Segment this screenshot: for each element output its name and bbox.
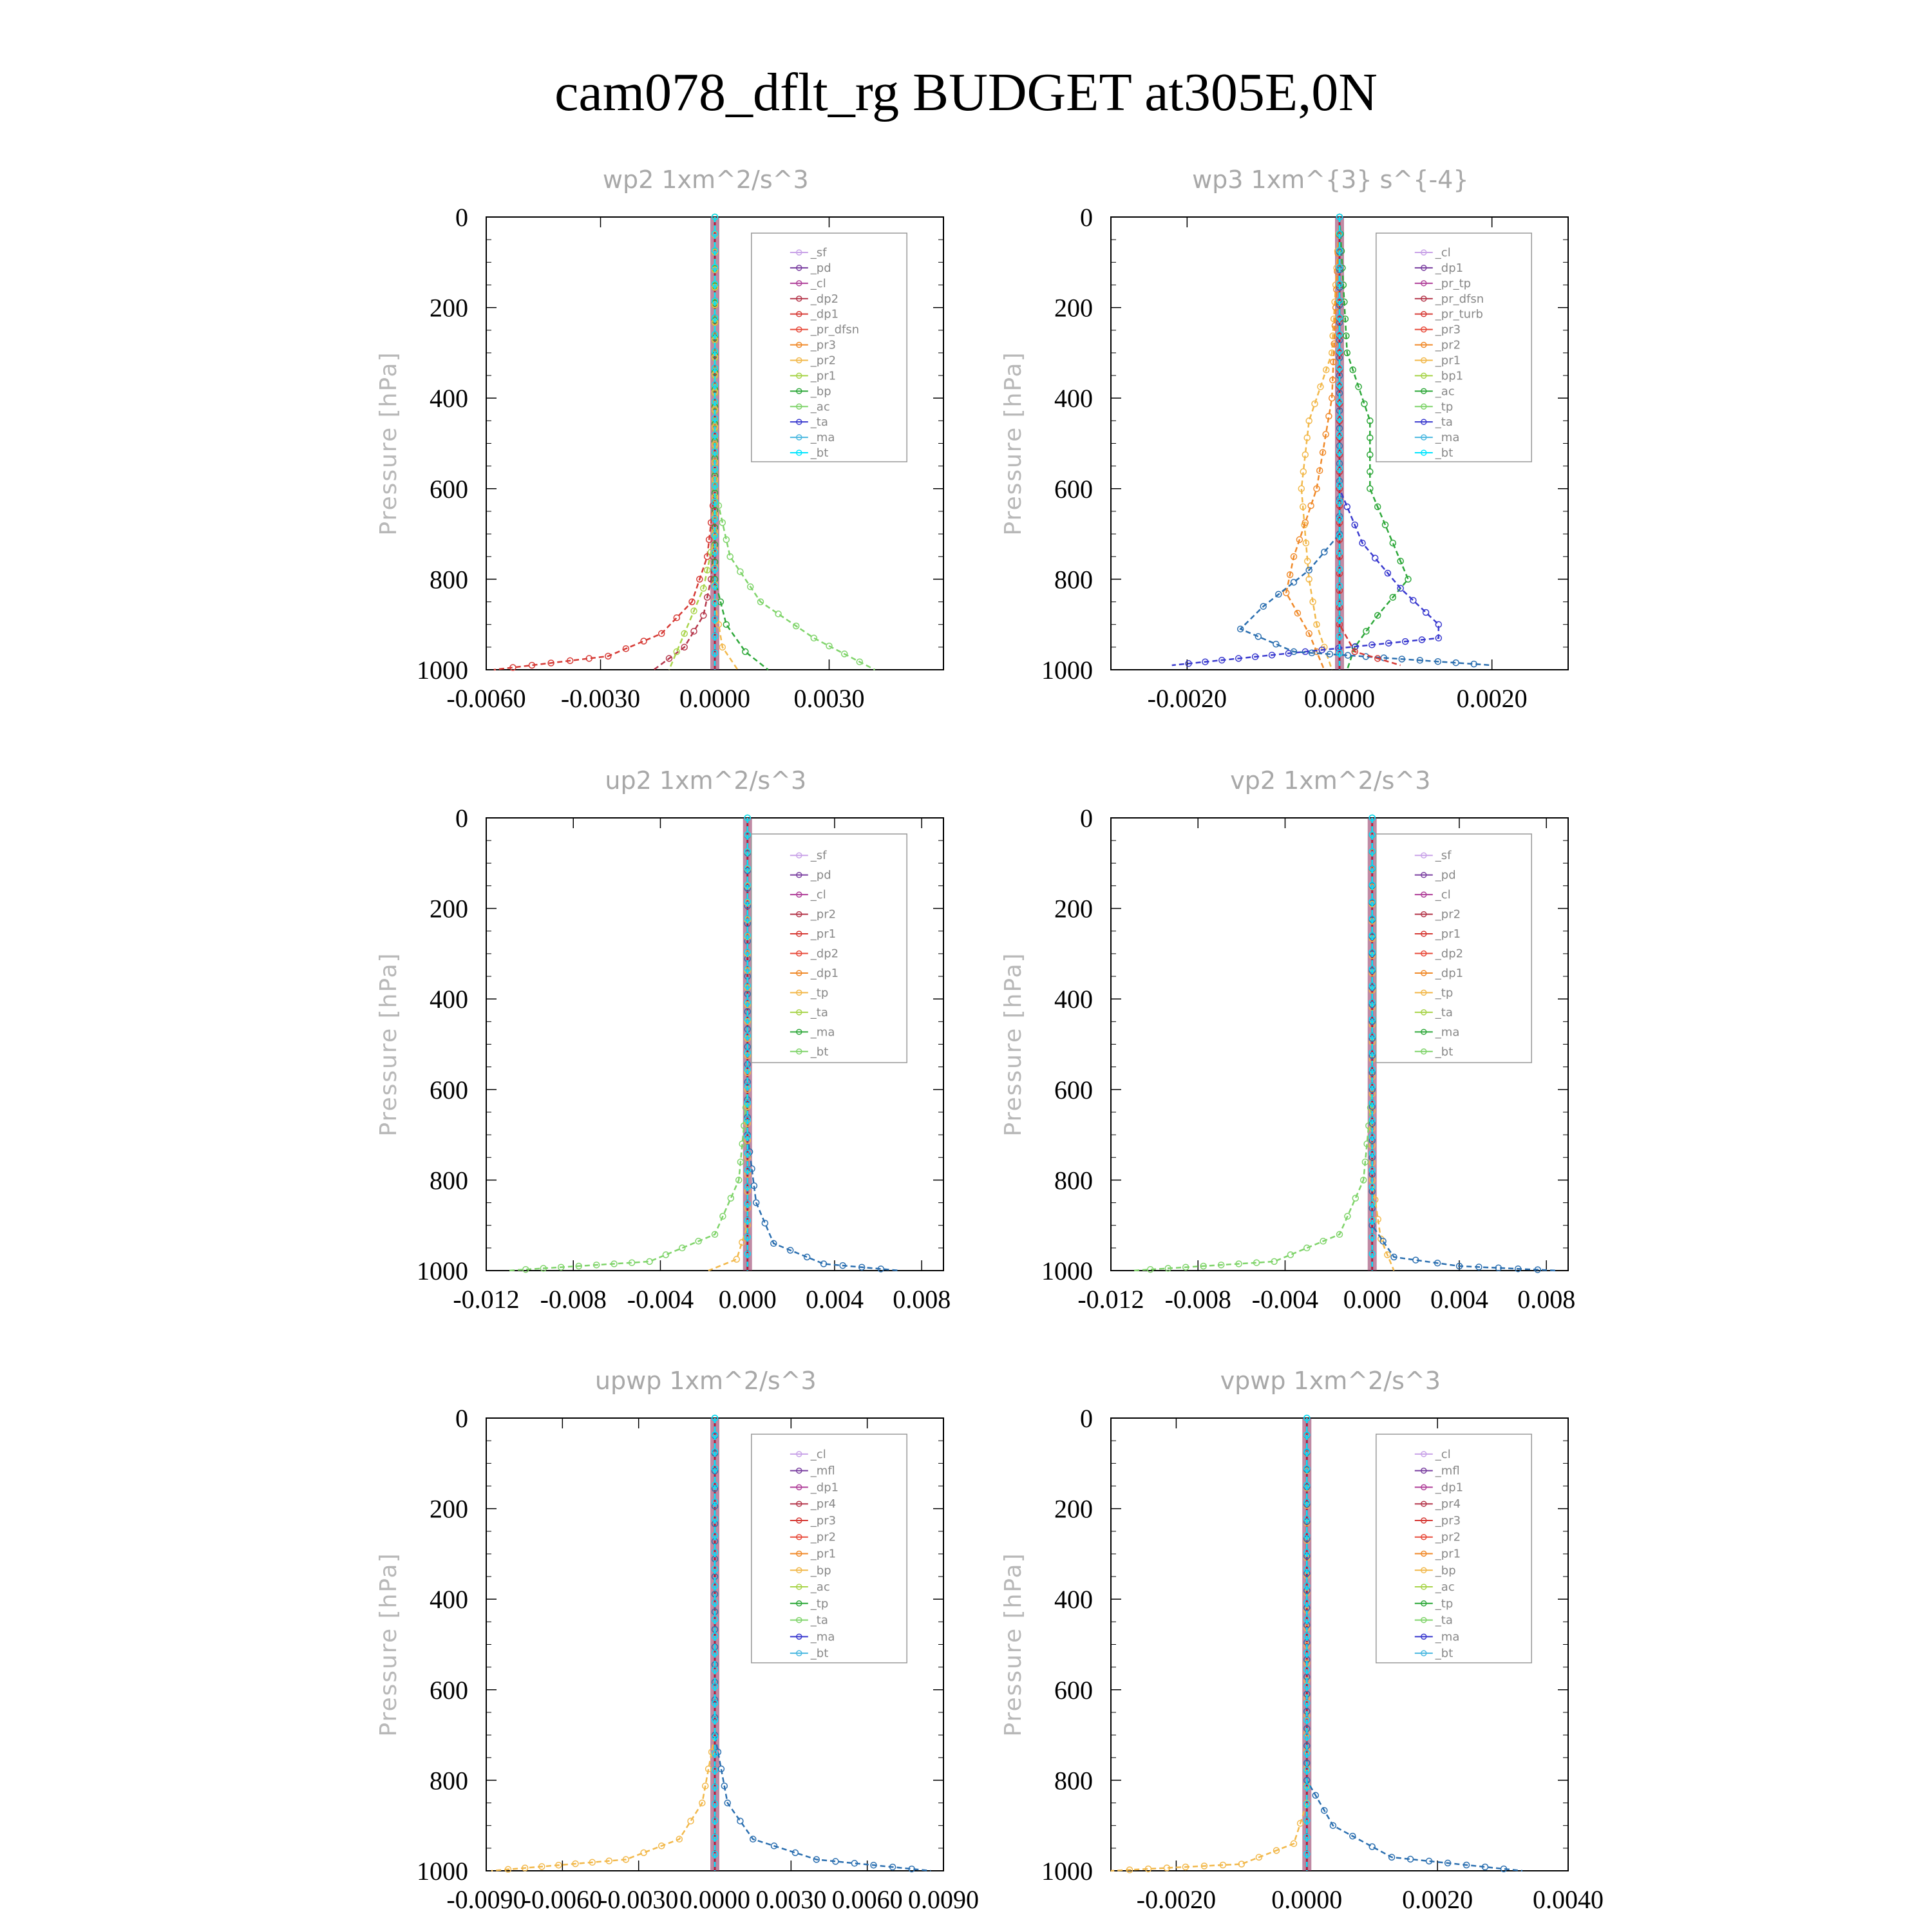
y-tick-label: 800 <box>1054 565 1093 594</box>
y-tick-label: 600 <box>1054 474 1093 504</box>
y-tick-label: 200 <box>1054 293 1093 323</box>
legend-label: _dp2 <box>810 292 839 306</box>
series-marker <box>762 1220 768 1226</box>
y-tick-label: 0 <box>455 804 468 833</box>
y-tick-label: 0 <box>1080 203 1093 232</box>
y-tick-label: 1000 <box>417 656 468 685</box>
legend-label: _bt <box>1435 1045 1454 1059</box>
y-tick-label: 0 <box>1080 804 1093 833</box>
legend-label: _sf <box>810 849 827 863</box>
x-tick-label: 0.008 <box>893 1285 951 1314</box>
series-marker <box>737 1818 743 1824</box>
x-tick-label: -0.004 <box>1251 1285 1319 1314</box>
y-tick-label: 800 <box>430 1166 468 1195</box>
legend-label: _pr1 <box>810 1547 837 1561</box>
series-line <box>654 217 715 670</box>
y-tick-label: 400 <box>1054 384 1093 413</box>
y-tick-label: 0 <box>455 1404 468 1433</box>
panel-title: upwp 1xm^2/s^3 <box>594 1367 817 1395</box>
legend-label: _pr3 <box>810 338 837 352</box>
legend-label: _bp <box>1435 1564 1456 1578</box>
legend-label: _pd <box>810 261 831 275</box>
y-tick-label: 1000 <box>1041 1857 1093 1886</box>
y-tick-label: 1000 <box>1041 1256 1093 1285</box>
y-tick-label: 600 <box>430 474 468 504</box>
legend-label: _pr_dfsn <box>810 323 860 337</box>
x-tick-label: 0.0020 <box>1402 1885 1473 1914</box>
y-axis-label: Pressure [hPa] <box>375 1552 402 1737</box>
legend-label: _bp <box>810 384 831 399</box>
legend-label: _bt <box>810 1045 829 1059</box>
series-line <box>1111 1418 1307 1871</box>
y-axis-label: Pressure [hPa] <box>1000 351 1027 536</box>
y-tick-label: 200 <box>430 293 468 323</box>
legend-label: _dp1 <box>810 307 839 321</box>
legend-label: _pr1 <box>810 369 837 383</box>
x-tick-label: -0.0090 <box>446 1885 526 1914</box>
x-tick-label: -0.008 <box>1164 1285 1231 1314</box>
series-marker <box>1291 580 1297 585</box>
legend-label: _cl <box>810 276 826 290</box>
legend-label: _ac <box>1435 384 1455 399</box>
panel-title: up2 1xm^2/s^3 <box>605 766 807 795</box>
panel-title: vpwp 1xm^2/s^3 <box>1220 1367 1441 1395</box>
x-tick-label: 0.0030 <box>755 1885 827 1914</box>
legend-label: _bt <box>810 446 829 460</box>
x-tick-label: -0.0020 <box>1136 1885 1217 1914</box>
x-tick-label: -0.012 <box>1077 1285 1144 1314</box>
y-tick-label: 200 <box>430 1494 468 1524</box>
legend-label: _tp <box>1435 986 1454 1000</box>
legend-label: _sf <box>810 245 827 260</box>
x-tick-label: 0.004 <box>805 1285 864 1314</box>
y-axis-label: Pressure [hPa] <box>375 952 402 1137</box>
legend-label: _pr4 <box>1435 1497 1461 1511</box>
x-tick-label: 0.0000 <box>1271 1885 1343 1914</box>
legend-label: _pr3 <box>1435 323 1461 337</box>
legend-label: _dp1 <box>1435 261 1464 275</box>
series-line <box>1133 818 1372 1271</box>
legend-label: _ma <box>810 1025 835 1039</box>
legend-label: _bp1 <box>1435 369 1464 383</box>
legend-label: _cl <box>1435 245 1451 260</box>
legend-label: _pd <box>810 868 831 882</box>
legend-label: _dp1 <box>810 1481 839 1495</box>
series-marker <box>743 649 748 654</box>
x-tick-label: -0.0020 <box>1147 684 1227 713</box>
y-tick-label: 800 <box>1054 1166 1093 1195</box>
x-tick-label: -0.0060 <box>522 1885 602 1914</box>
y-tick-label: 800 <box>430 1766 468 1795</box>
legend-label: _sf <box>1435 849 1452 863</box>
x-tick-label: 0.0000 <box>679 1885 750 1914</box>
y-tick-label: 800 <box>430 565 468 594</box>
legend-label: _ta <box>810 1613 828 1627</box>
legend-label: _tp <box>1435 400 1454 414</box>
legend-label: _pr2 <box>1435 907 1461 922</box>
legend-label: _dp2 <box>1435 947 1464 961</box>
panel-title: wp3 1xm^{3} s^{-4} <box>1192 166 1469 194</box>
legend-label: _ac <box>810 1580 830 1595</box>
y-tick-label: 200 <box>1054 1494 1093 1524</box>
series-marker <box>1390 540 1396 546</box>
chart-panel-4 <box>1000 766 1575 1314</box>
y-tick-label: 1000 <box>1041 656 1093 685</box>
y-tick-label: 800 <box>1054 1766 1093 1795</box>
chart-panel-1 <box>375 166 943 713</box>
x-tick-label: 0.0040 <box>1533 1885 1604 1914</box>
legend-label: _dp1 <box>1435 1481 1464 1495</box>
chart-panel-6 <box>1000 1367 1604 1914</box>
legend-label: _dp2 <box>810 947 839 961</box>
series-marker <box>811 635 817 641</box>
legend-label: _cl <box>1435 1447 1451 1461</box>
x-tick-label: 0.0020 <box>1456 684 1528 713</box>
legend-label: _bp <box>810 1564 831 1578</box>
series-marker <box>1369 1844 1375 1850</box>
series-line <box>491 1418 715 1871</box>
legend-label: _bt <box>1435 446 1454 460</box>
y-tick-label: 600 <box>430 1675 468 1705</box>
legend-label: _ma <box>810 431 835 445</box>
legend-label: _ta <box>810 1005 828 1019</box>
series-marker <box>737 569 743 574</box>
series-line <box>508 818 748 1271</box>
legend-label: _ma <box>1435 431 1460 445</box>
legend-label: _mfl <box>1435 1464 1460 1478</box>
series-marker <box>1372 555 1378 561</box>
legend-label: _ta <box>810 415 828 430</box>
legend-label: _dp1 <box>810 966 839 980</box>
y-tick-label: 400 <box>430 384 468 413</box>
series-marker <box>728 1195 734 1201</box>
y-tick-label: 1000 <box>417 1857 468 1886</box>
legend-label: _pr3 <box>1435 1513 1461 1528</box>
series-marker <box>1321 549 1327 555</box>
legend-label: _pr1 <box>1435 1547 1461 1561</box>
legend-label: _bt <box>810 1647 829 1661</box>
legend-label: _pr1 <box>810 927 837 942</box>
series-line <box>494 217 715 670</box>
legend-label: _pd <box>1435 868 1456 882</box>
series-marker <box>1410 598 1416 603</box>
y-tick-label: 400 <box>430 985 468 1014</box>
legend-label: _cl <box>810 888 826 902</box>
legend-label: _bt <box>1435 1647 1454 1661</box>
panel-title: wp2 1xm^2/s^3 <box>602 166 809 194</box>
legend-label: _tp <box>1435 1596 1454 1611</box>
legend-label: _ac <box>810 400 830 414</box>
x-tick-label: 0.0090 <box>908 1885 979 1914</box>
legend-label: _tp <box>810 986 829 1000</box>
legend-label: _pr1 <box>1435 927 1461 942</box>
y-tick-label: 200 <box>430 894 468 923</box>
figure-title: cam078_dflt_rg BUDGET at305E,0N <box>554 62 1378 122</box>
x-tick-label: 0.008 <box>1517 1285 1576 1314</box>
y-tick-label: 200 <box>1054 894 1093 923</box>
legend-label: _tp <box>810 1596 829 1611</box>
x-tick-label: -0.008 <box>540 1285 607 1314</box>
x-tick-label: -0.012 <box>453 1285 520 1314</box>
series-marker <box>688 1818 694 1824</box>
y-tick-label: 600 <box>1054 1675 1093 1705</box>
x-tick-label: 0.0000 <box>1304 684 1375 713</box>
panel-title: vp2 1xm^2/s^3 <box>1230 766 1431 795</box>
x-tick-label: 0.0030 <box>793 684 865 713</box>
x-tick-label: 0.0000 <box>679 684 750 713</box>
chart-panel-5 <box>375 1367 979 1914</box>
x-tick-label: -0.0030 <box>599 1885 679 1914</box>
y-tick-label: 400 <box>1054 985 1093 1014</box>
y-tick-label: 400 <box>1054 1585 1093 1615</box>
legend-label: _ma <box>1435 1630 1460 1644</box>
series-marker <box>1363 629 1369 634</box>
legend-label: _pr2 <box>1435 338 1461 352</box>
series-marker <box>1423 610 1429 616</box>
legend-label: _ta <box>1435 1613 1453 1627</box>
chart-panel-3 <box>375 766 951 1314</box>
legend-label: _cl <box>810 1447 826 1461</box>
series-line <box>1302 217 1340 670</box>
legend-label: _cl <box>1435 888 1451 902</box>
legend-label: _pr_turb <box>1435 307 1483 321</box>
legend-label: _pr2 <box>810 354 837 368</box>
legend-label: _pr_tp <box>1435 276 1472 290</box>
x-tick-label: 0.000 <box>1343 1285 1401 1314</box>
y-axis-label: Pressure [hPa] <box>375 351 402 536</box>
y-tick-label: 0 <box>1080 1404 1093 1433</box>
legend-label: _pr2 <box>810 907 837 922</box>
legend-label: _mfl <box>810 1464 835 1478</box>
legend-label: _ma <box>1435 1025 1460 1039</box>
legend-label: _pr_dfsn <box>1435 292 1484 306</box>
chart-panel-2 <box>1000 166 1568 713</box>
legend-label: _ta <box>1435 1005 1453 1019</box>
y-axis-label: Pressure [hPa] <box>1000 952 1027 1137</box>
x-tick-label: -0.0030 <box>560 684 641 713</box>
x-tick-label: 0.000 <box>718 1285 777 1314</box>
legend-label: _pr2 <box>1435 1530 1461 1544</box>
y-tick-label: 0 <box>455 203 468 232</box>
y-tick-label: 400 <box>430 1585 468 1615</box>
x-tick-label: -0.004 <box>627 1285 694 1314</box>
series-marker <box>1352 1195 1358 1201</box>
legend-label: _pr2 <box>810 1530 837 1544</box>
y-tick-label: 1000 <box>417 1256 468 1285</box>
legend-label: _pr3 <box>810 1513 837 1528</box>
series-marker <box>674 615 679 621</box>
legend-label: _pr1 <box>1435 354 1461 368</box>
legend-label: _ac <box>1435 1580 1455 1595</box>
x-tick-label: 0.0060 <box>831 1885 903 1914</box>
x-tick-label: 0.004 <box>1430 1285 1488 1314</box>
legend-label: _ta <box>1435 415 1453 430</box>
series-marker <box>775 611 781 617</box>
legend-label: _ma <box>810 1630 835 1644</box>
legend-label: _pr4 <box>810 1497 837 1511</box>
y-tick-label: 600 <box>1054 1075 1093 1104</box>
x-tick-label: -0.0060 <box>446 684 526 713</box>
legend-label: _dp1 <box>1435 966 1464 980</box>
series-marker <box>691 629 697 634</box>
series-line <box>708 818 748 1271</box>
y-axis-label: Pressure [hPa] <box>1000 1552 1027 1737</box>
y-tick-label: 600 <box>430 1075 468 1104</box>
